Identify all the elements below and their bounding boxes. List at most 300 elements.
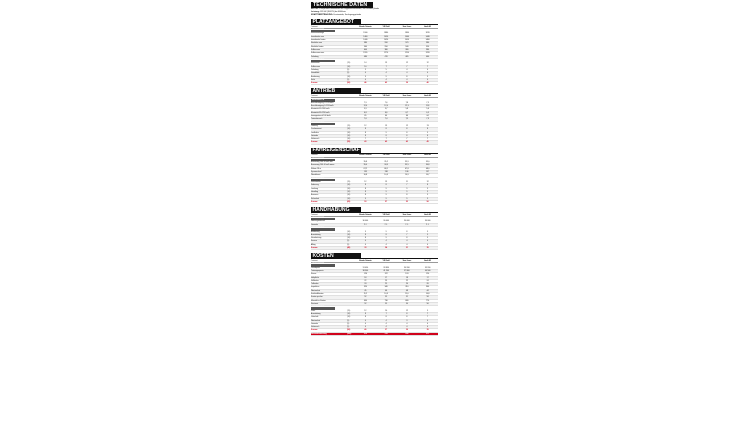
row-value: 340 (384, 286, 388, 289)
row-value: 51 (405, 296, 408, 299)
column-subhead: Testwert (311, 213, 318, 216)
row-label: Verbrauch (311, 138, 320, 141)
section-rule (361, 88, 438, 94)
row-unit (347, 174, 355, 176)
row-value: 360 (426, 286, 430, 289)
row-value: 24 (405, 283, 408, 286)
row-unit (347, 36, 355, 38)
row-value: 4 (427, 78, 429, 81)
column-subhead: Testwert (311, 25, 318, 28)
row-label: Beschleunigung 0–100 km/h (311, 101, 334, 104)
row-value: 55 (385, 302, 388, 305)
row-value: 30 000 (362, 220, 369, 223)
row-value: 4 (385, 322, 387, 325)
row-value: 50 (405, 302, 408, 305)
row-unit: (65) (347, 200, 351, 203)
row-value: 48 (405, 289, 408, 292)
row-value: 17 (385, 276, 388, 279)
total-value: 205 (405, 332, 409, 335)
row-value: 770 (426, 299, 430, 302)
row-value: 10,9 (384, 174, 388, 177)
row-value: 12 (364, 125, 367, 127)
row-value: 9 (406, 190, 408, 193)
row-value: 9 (427, 187, 429, 190)
row-value: 7 (406, 184, 408, 187)
column-name: VW Golf (382, 25, 390, 28)
row-value: 4 (406, 326, 408, 329)
row-value: 5,6 (426, 108, 429, 111)
row-label: Bedienung (311, 75, 320, 78)
row-value: 8 (406, 134, 408, 137)
row-label: Elastizität 80–120 km/h (311, 111, 330, 114)
column-name: Audi A3 (424, 259, 431, 262)
row-value: 1440 (425, 35, 430, 38)
row-unit: (5) (347, 240, 350, 243)
row-label: Garantie (311, 322, 318, 325)
row-value: 8 (406, 131, 408, 134)
row-value: 4 (385, 243, 387, 246)
section-header (311, 88, 438, 94)
row-value: 7 (427, 312, 429, 315)
row-value: 4 (427, 243, 429, 246)
row-value: 4 (385, 72, 387, 75)
row-value: 9 (385, 197, 387, 200)
row-value: 17 (426, 276, 429, 279)
row-value: 8 (385, 134, 387, 137)
row-value: 122 (384, 273, 388, 276)
column-name: Audi A3 (424, 95, 431, 98)
row-value: 13 (385, 181, 388, 184)
row-label: Kosten pro km (311, 296, 323, 299)
row-value: 34,9 (384, 164, 388, 167)
row-value: 25 (385, 283, 388, 286)
row-value: 34 (385, 247, 388, 250)
row-value: 4 (427, 240, 429, 243)
row-label: Bremsen (311, 194, 319, 197)
row-value: 53 (405, 200, 408, 203)
row-unit: (10) (347, 187, 351, 190)
row-label: Verbrauch (311, 326, 320, 329)
row-value: 950 (426, 45, 430, 48)
row-value: 8 (385, 233, 387, 236)
row-value: 14 (364, 62, 367, 65)
row-value: 38 900 (362, 269, 369, 272)
row-value: 380 (405, 48, 409, 51)
row-unit: (10) (347, 233, 351, 236)
column-name: Skoda Octavia (359, 213, 372, 216)
column-name: Skoda Octavia (359, 25, 372, 28)
row-value: 46 (364, 82, 367, 85)
row-label: Kofferraum (311, 65, 320, 68)
row-value: 10,9 (405, 174, 409, 177)
row-value: 4 (385, 319, 387, 322)
row-label: Ausstattung (311, 312, 321, 315)
total-value: 215 (384, 332, 388, 335)
subsection-label: MESSWERTE (311, 99, 335, 102)
rows (311, 125, 438, 145)
row-value: 7 (364, 138, 366, 141)
row-value: 37 (385, 329, 388, 332)
row-unit: (10) (347, 237, 351, 240)
row-unit (347, 161, 355, 163)
row-value: 8 (364, 233, 366, 236)
row-value: 7 (406, 233, 408, 236)
row-unit: (15) (347, 62, 351, 65)
row-value: 320 (363, 286, 367, 289)
row-unit (347, 32, 355, 34)
row-value: 120 (426, 273, 430, 276)
subsection-label: BEWERTUNG (311, 179, 335, 182)
row-value: 138 (384, 170, 388, 173)
column-subhead: Testwert (311, 154, 318, 157)
table-row (311, 118, 438, 121)
sections (311, 19, 438, 333)
row-value: 1410 (404, 39, 409, 42)
row-value: 136 (405, 170, 409, 173)
column-name: VW Golf (382, 213, 390, 216)
row-value: 41 200 (383, 269, 389, 272)
row-unit (347, 115, 355, 117)
row-value: 39 (405, 82, 408, 85)
row-unit (347, 267, 355, 269)
row-value: 56 (426, 200, 429, 203)
row-value: 8 (364, 190, 366, 193)
row-value: 11,8 (425, 105, 430, 108)
row-value: 33 850 (383, 266, 389, 269)
row-label: Kofferraum (311, 48, 320, 51)
row-value: 4 (427, 319, 429, 322)
row-label: Slalom 18 m (311, 167, 321, 170)
row-label: Restwert (311, 302, 319, 305)
row-value: 31 (405, 247, 408, 250)
row-value: 52 (364, 302, 367, 305)
row-value: 124 (405, 273, 409, 276)
spec-sheet (311, 2, 438, 336)
row-value: 465 (405, 55, 409, 58)
row-unit (347, 112, 355, 114)
row-unit (347, 224, 355, 226)
row-value: 35,4 (363, 164, 368, 167)
row-value: 1440 (404, 35, 409, 38)
row-value: 5 (364, 68, 366, 71)
row-value: 23 (385, 279, 388, 282)
column-name: Audi A3 (424, 154, 431, 157)
row-label: Verarbeitung (311, 237, 322, 240)
row-value: 8 (364, 134, 366, 137)
row-unit: (5) (347, 72, 350, 75)
row-label: Sitzhöhe vorn (311, 42, 322, 45)
section-rule (361, 207, 438, 213)
row-value: 980 (363, 42, 367, 45)
row-value: 4 (427, 72, 429, 75)
row-value: 8 (406, 230, 408, 233)
column-header-label (311, 154, 355, 156)
column-subhead: Testwert (311, 259, 318, 262)
row-value: 950 (384, 45, 388, 48)
row-value: 64 (426, 114, 429, 117)
row-value: 680 (405, 299, 409, 302)
row-value: 4 (385, 78, 387, 81)
section-title: FAHREIGENSCHAFTEN (312, 147, 370, 154)
row-unit: (15) (347, 309, 351, 312)
row-value: 22 (405, 279, 408, 282)
row-unit: (5) (347, 243, 350, 246)
rows (311, 32, 438, 58)
column-name: Skoda Octavia (359, 154, 372, 157)
row-value: 9 (385, 75, 387, 78)
row-unit (347, 273, 355, 275)
row-unit: (5) (347, 319, 350, 322)
row-value: 58 (426, 296, 429, 299)
row-value: 9 (385, 131, 387, 134)
row-value: 43 (405, 141, 408, 144)
row-label: Summe (311, 141, 318, 144)
row-unit: (10) (347, 316, 351, 319)
row-unit (347, 49, 355, 51)
row-label: Summe (311, 82, 318, 85)
row-value: 8 (406, 312, 408, 315)
row-value: 10 (364, 65, 367, 68)
section-title: PLATZANGEBOT (311, 19, 361, 25)
row-value: 30 000 (383, 220, 389, 223)
column-name: VW Golf (382, 259, 390, 262)
row-label: Sitzhöhe hinten (311, 45, 324, 48)
row-value: 960 (363, 45, 367, 48)
row-unit: (10) (347, 312, 351, 315)
total-value: 215 (363, 332, 367, 335)
column-name: Seat Leon (402, 154, 412, 157)
row-unit: (50) (347, 82, 351, 85)
row-value: 9 (406, 197, 408, 200)
column-name: Audi A3 (424, 25, 431, 28)
row-value: 6,6 (384, 111, 388, 114)
column-name: Seat Leon (402, 213, 412, 216)
row-value: 45 (385, 141, 388, 144)
section (311, 253, 438, 332)
row-value: 9 (427, 237, 429, 240)
row-unit: (10) (347, 184, 351, 187)
row-value: 40 (364, 329, 367, 332)
row-value: 7,4 (384, 118, 388, 121)
row-label: Ausstattung (311, 233, 321, 236)
row-label: Fahrkomfort (311, 181, 321, 184)
row-value: 68,0 (425, 167, 430, 170)
row-unit: (10) (347, 128, 351, 131)
row-value: 67,8 (405, 167, 409, 170)
column-name: Seat Leon (402, 25, 412, 28)
row-value: 480 (363, 55, 367, 58)
row-value: 2 J. (384, 223, 388, 226)
row-value: 4 (364, 322, 366, 325)
row-value: 8 (406, 194, 408, 197)
row-label: Kofferraum max. (311, 52, 325, 55)
row-label: Haftpflicht (311, 276, 319, 279)
row-value: 7 (385, 312, 387, 315)
row-label: Lenkung (311, 187, 318, 190)
row-unit (347, 171, 355, 173)
intro-value: 135 kW (184 PS) bei 6000/min (320, 10, 346, 13)
row-value: 8 (406, 237, 408, 240)
row-value: 8 (427, 184, 429, 187)
section-title: KOSTEN (311, 253, 361, 259)
subsection-label: BEWERTUNG (311, 307, 335, 310)
row-value: 9 (427, 75, 429, 78)
row-label: Handling (311, 190, 319, 193)
row-value: 43 (364, 141, 367, 144)
intro-value: Frontantrieb, Sechsganggetriebe (333, 13, 362, 16)
row-value: 4 (427, 68, 429, 71)
column-name: Seat Leon (402, 259, 412, 262)
row-value: 4 (406, 78, 408, 81)
row-label: Summe (311, 247, 318, 250)
row-value: 13 (385, 125, 388, 127)
row-label: Spurwechsel (311, 170, 322, 173)
section-rule (361, 19, 438, 25)
row-value: 37 800 (404, 269, 410, 272)
row-value: 5,8 (405, 108, 409, 111)
row-value: 30 000 (404, 220, 410, 223)
section-header (311, 19, 438, 25)
row-unit: (40) (347, 247, 351, 250)
row-label: Leistung (311, 125, 318, 127)
rows (311, 161, 438, 177)
row-value: 8 (406, 316, 408, 319)
row-value: 380 (384, 48, 388, 51)
table-row (311, 247, 438, 250)
row-value: 7 (385, 138, 387, 141)
row-value: 470 (384, 55, 388, 58)
row-value: 8 (427, 134, 429, 137)
row-label: Elastizität 60–100 km/h (311, 108, 330, 111)
row-value: 11,0 (405, 292, 409, 295)
column-name: Seat Leon (402, 95, 412, 98)
section-header (311, 207, 438, 213)
row-label: Innenraumlänge (311, 32, 324, 35)
row-value: 4 (406, 322, 408, 325)
row-value: 8 (364, 194, 366, 197)
row-value: 10,9 (384, 292, 388, 295)
row-value: 8 (364, 187, 366, 190)
row-value: 18 (364, 276, 367, 279)
row-value: 9 (427, 131, 429, 134)
column-name: VW Golf (382, 154, 390, 157)
row-value: 9 (427, 190, 429, 193)
row-unit (347, 286, 355, 288)
row-value: 64 (385, 114, 388, 117)
column-name: Skoda Octavia (359, 259, 372, 262)
row-value: 690 (363, 299, 367, 302)
section (311, 88, 438, 144)
row-value: 45 (364, 289, 367, 292)
row-value: 2 J. (426, 223, 430, 226)
column-header-label (311, 95, 355, 97)
row-label: Teilkasko (311, 283, 319, 286)
column-header-label (311, 26, 355, 28)
row-value: 1270 (384, 52, 389, 55)
subsection-label: MESSWERTE (311, 218, 335, 221)
row-value: 135 (363, 170, 367, 173)
row-value: 12 (364, 309, 367, 312)
row-unit (347, 52, 355, 54)
row-value: 35 200 (424, 266, 431, 269)
row-value: 5,9 (364, 108, 367, 111)
row-unit: (10) (347, 197, 351, 200)
row-label: Wartungsintervall (311, 220, 325, 223)
row-value: 4 (385, 240, 387, 243)
row-value: 35,9 (405, 161, 409, 164)
row-value: 4 (364, 78, 366, 81)
column-name: VW Golf (382, 95, 390, 98)
row-value: 9 (385, 230, 387, 233)
row-value: 12 (364, 181, 367, 184)
row-value: 4 (364, 240, 366, 243)
row-unit (347, 39, 355, 41)
row-unit: (50) (347, 329, 351, 332)
row-value: 1555 (363, 52, 368, 55)
row-value: 7,5 (405, 118, 409, 121)
row-value: 11,2 (363, 292, 368, 295)
row-label: Innengeräusch 100 km/h (311, 114, 331, 117)
row-unit (347, 42, 355, 44)
row-value: 12,0 (384, 105, 388, 108)
row-value: 1210 (404, 52, 409, 55)
row-label: Beschleunigung 0–130 km/h (311, 105, 334, 108)
column-header (311, 94, 438, 98)
row-value: 56 (426, 302, 429, 305)
row-unit: (5) (347, 326, 350, 329)
row-value: 600 (363, 48, 367, 51)
row-label: Federung (311, 184, 319, 187)
row-value: 35,5 (405, 164, 409, 167)
row-unit (347, 220, 355, 222)
row-value: 6,5 (426, 111, 429, 114)
row-unit (347, 118, 355, 120)
total-label: Gesamtbewertung (311, 332, 327, 335)
row-label: Sicht (311, 78, 315, 81)
row-value: 940 (405, 45, 409, 48)
intro-value: Vierzylinder-Reihenmotor mit Doppelnockenwellen, vier Ventile/Zylinder (319, 8, 380, 11)
row-value: 8 (406, 75, 408, 78)
row-value: 1880 (384, 32, 389, 35)
row-unit: (5) (347, 68, 350, 71)
row-label: Monatliche Kosten (311, 299, 326, 302)
row-value: 1900 (363, 32, 368, 35)
row-label: Testwagenpreis (311, 269, 324, 272)
intro-label: KRAFTÜBERTRAGUNG: (311, 13, 333, 16)
row-value: 8 (385, 316, 387, 319)
row-value: 8 (364, 316, 366, 319)
row-value: 8 (364, 128, 366, 131)
column-header-label (311, 214, 355, 216)
total-unit: (260) (347, 332, 352, 335)
row-value: 33 (364, 247, 367, 250)
row-value: 1890 (404, 32, 409, 35)
row-value: 4 (406, 240, 408, 243)
table-row (311, 174, 438, 177)
row-value: 10,8 (425, 292, 430, 295)
row-value: 52 (364, 296, 367, 299)
row-label: Getriebe (311, 134, 318, 137)
row-unit (347, 270, 355, 272)
row-value: 4 (364, 326, 366, 329)
column-name: Skoda Octavia (359, 95, 372, 98)
row-label: Bedienung (311, 230, 320, 233)
row-value: 4 (364, 319, 366, 322)
row-unit (347, 105, 355, 107)
row-value: 7 (385, 65, 387, 68)
row-value: 8 (364, 131, 366, 134)
row-unit (347, 290, 355, 292)
